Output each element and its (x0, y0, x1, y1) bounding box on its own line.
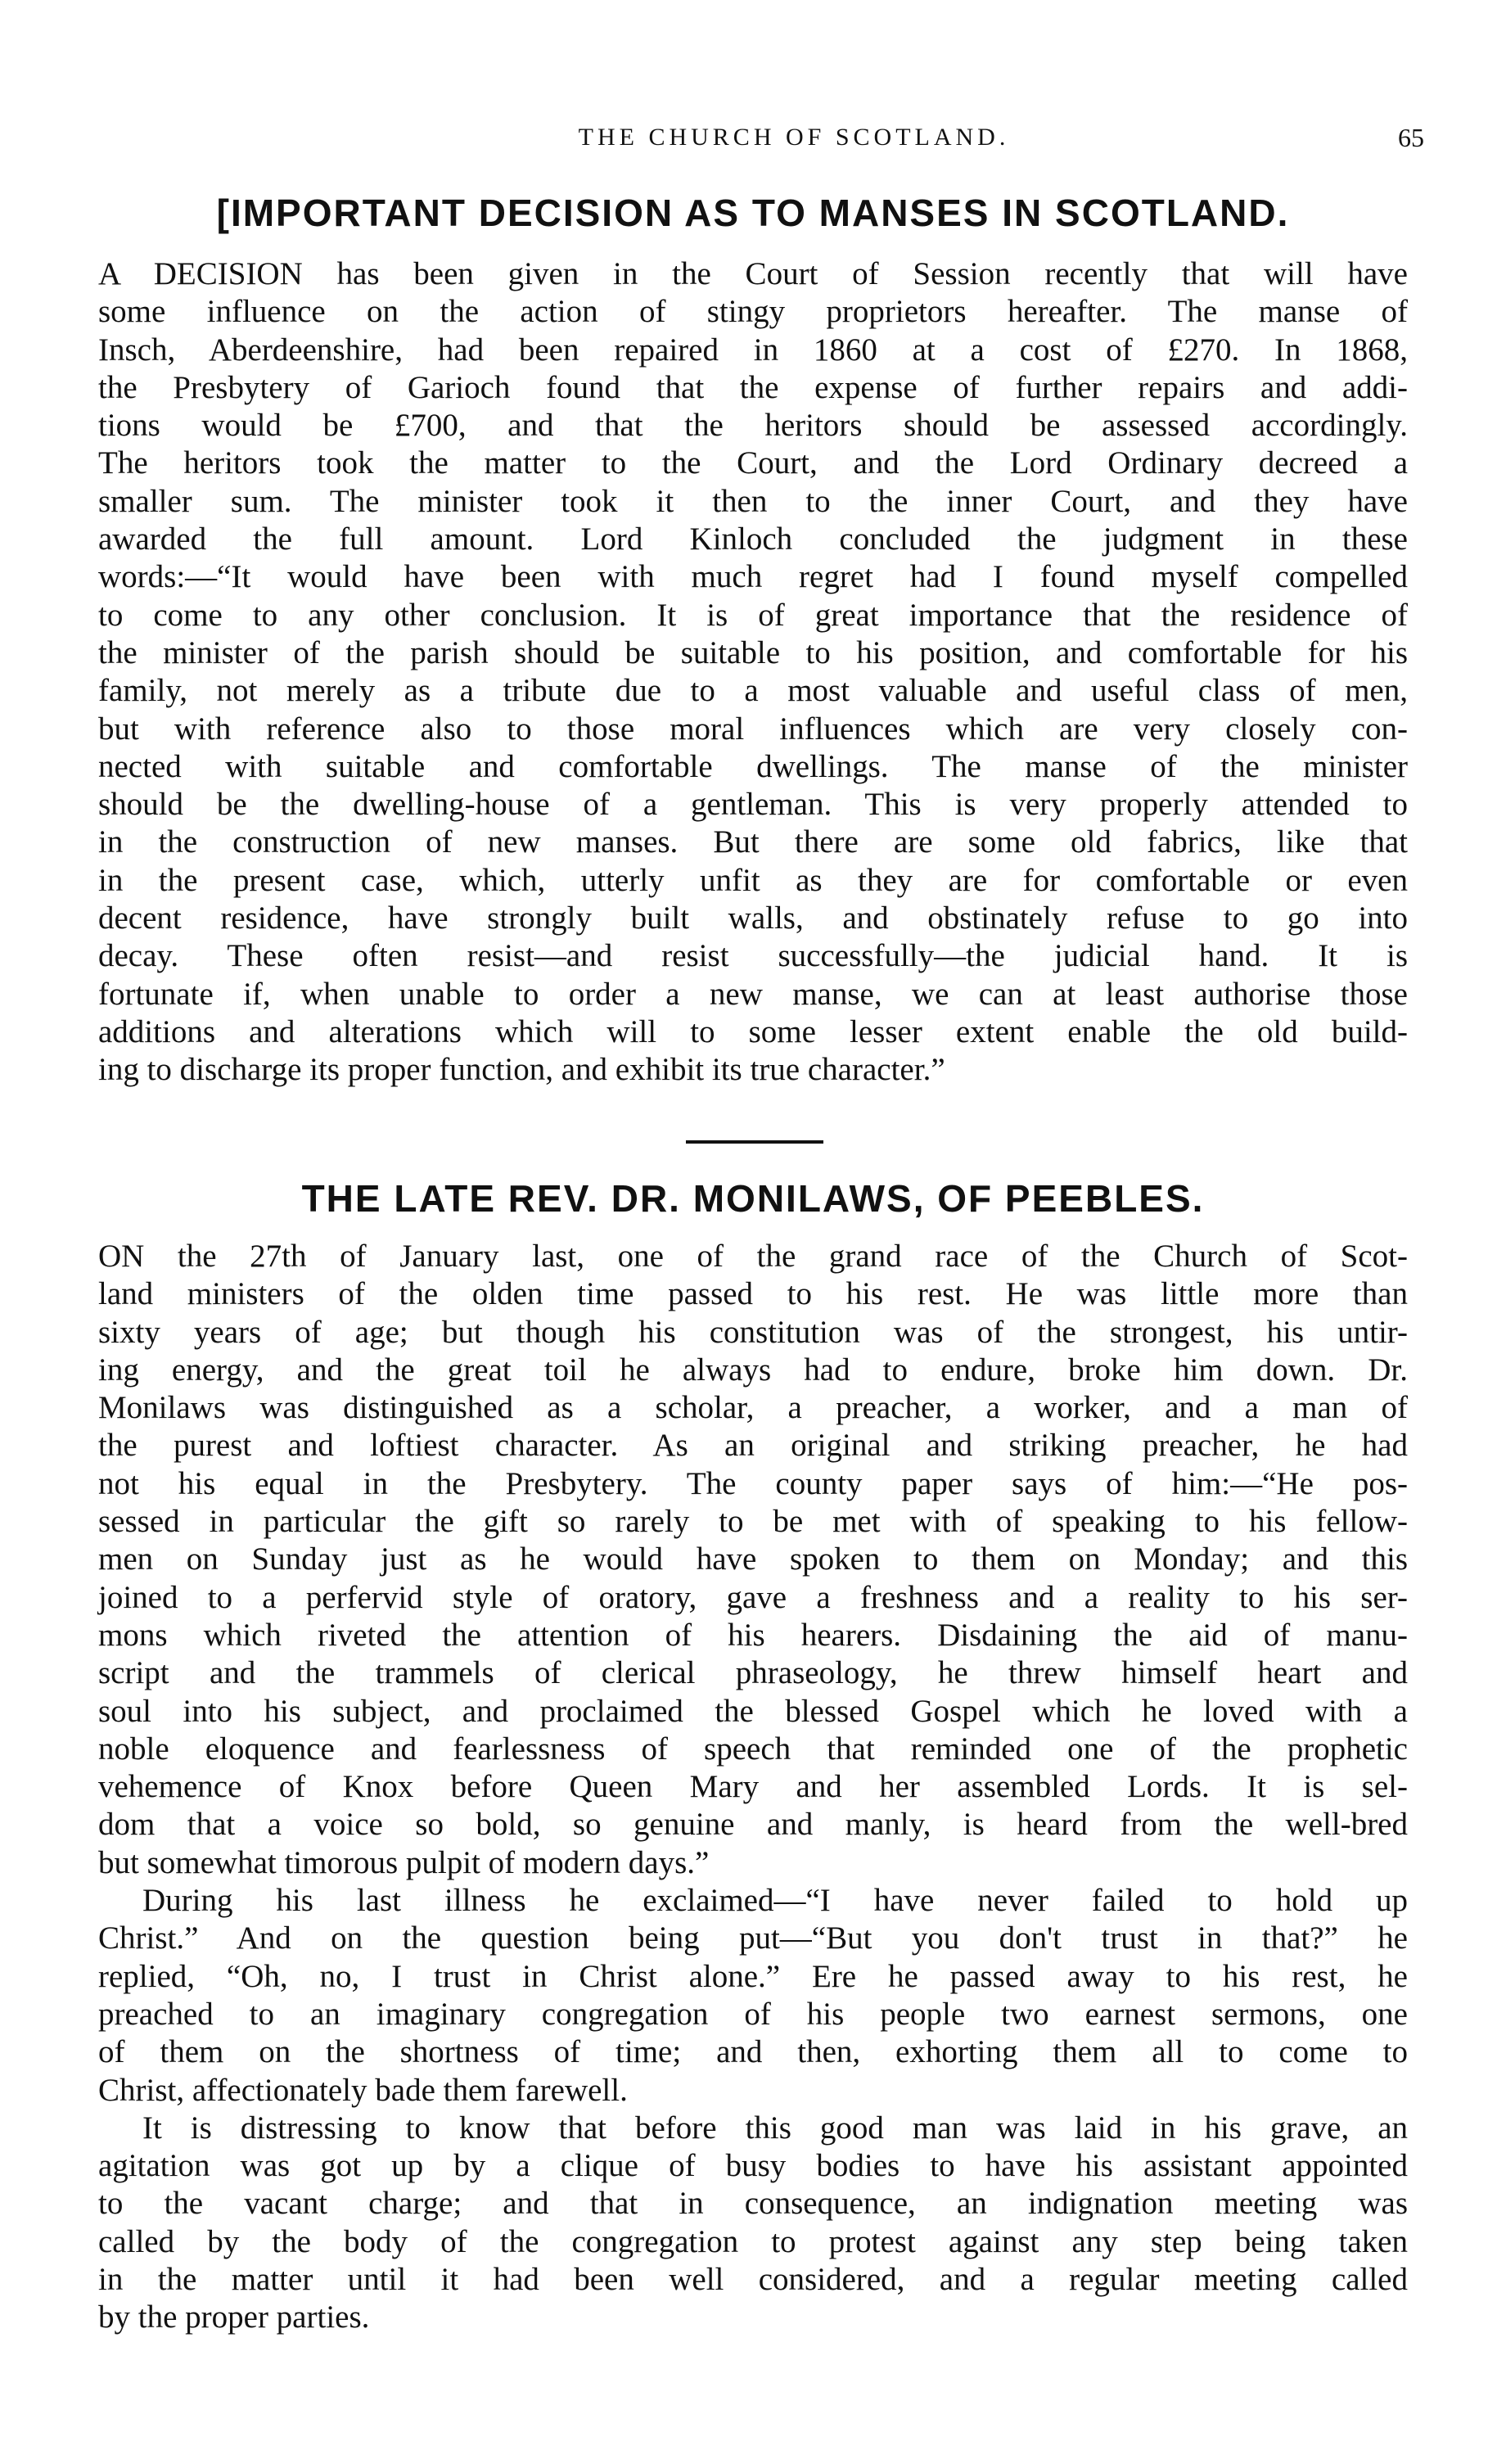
text-line: the minister of the parish should be suitable to his position, and comfortable for his (98, 634, 1408, 670)
article-body-monilaws (98, 1238, 1408, 2337)
text-line: script and the trammels of clerical phraseology, he threw himself heart and (98, 1655, 1408, 1691)
running-head (164, 121, 1424, 154)
text-line: in the construction of new manses. But there are some old fabrics, like that (98, 824, 1408, 860)
text-line: not his equal in the Presbytery. The county paper says of him:—“He pos- (98, 1465, 1408, 1501)
text-line: called by the body of the congregation to protest against any step being taken (98, 2223, 1408, 2259)
text-line: Monilaws was distinguished as a scholar, a preacher, a worker, and a man of (98, 1390, 1408, 1426)
text-line: to come to any other conclusion. It is of great importance that the residence of (98, 597, 1408, 633)
text-line: sessed in particular the gift so rarely to be met with of speaking to his fellow- (98, 1504, 1408, 1540)
section-divider (686, 1140, 823, 1144)
text-line: mons which riveted the attention of his hearers. Disdaining the aid of manu- (98, 1617, 1408, 1653)
text-line: decent residence, have strongly built walls, and obstinately refuse to go into (98, 900, 1408, 936)
text-line: words:—“It would have been with much regret had I found myself compelled (98, 559, 1408, 595)
text-line: joined to a perfervid style of oratory, gave a freshness and a reality to his ser- (98, 1579, 1408, 1615)
article-title-monilaws: THE LATE REV. DR. MONILAWS, OF PEEBLES. (301, 1177, 1205, 1220)
text-line: Insch, Aberdeenshire, had been repaired in 1860 at a cost of £270. In 1868, (98, 332, 1408, 368)
text-line: replied, “Oh, no, I trust in Christ alone.” Ere he passed away to his rest, he (98, 1958, 1408, 1994)
text-line: in the matter until it had been well considered, and a regular meeting called (98, 2262, 1408, 2298)
text-line: preached to an imaginary congregation of his people two earnest sermons, one (98, 1996, 1408, 2032)
text-line: additions and alterations which will to some lesser extent enable the old build- (98, 1013, 1408, 1049)
running-title: THE CHURCH OF SCOTLAND. (578, 124, 1010, 151)
text-line: ON the 27th of January last, one of the grand race of the Church of Scot- (98, 1239, 1408, 1274)
text-line: Christ, affectionately bade them farewell. (98, 2072, 628, 2108)
text-line: by the proper parties. (98, 2299, 370, 2335)
text-line: ing to discharge its proper function, and exhibit its true character.” (98, 1052, 945, 1088)
text-line: land ministers of the olden time passed to his rest. He was little more than (98, 1276, 1408, 1312)
text-line: of them on the shortness of time; and then, exhorting them all to come to (98, 2034, 1408, 2070)
text-line: in the present case, which, utterly unfit as they are for comfortable or even (98, 862, 1408, 898)
text-line: soul into his subject, and proclaimed the blessed Gospel which he loved with a (98, 1693, 1408, 1729)
article-body-manses (98, 255, 1408, 1090)
text-line: It is distressing to know that before this good man was laid in his grave, an (142, 2110, 1408, 2146)
article-title-manses: [IMPORTANT DECISION AS TO MANSES IN SCOTLAND. (216, 192, 1290, 234)
paragraph (98, 1238, 1408, 2337)
text-line: fortunate if, when unable to order a new manse, we can at least authorise those (98, 976, 1408, 1012)
text-line: awarded the full amount. Lord Kinloch concluded the judgment in these (98, 521, 1408, 557)
text-line: the Presbytery of Garioch found that the expense of further repairs and addi- (98, 369, 1408, 405)
text-line: The heritors took the matter to the Court, and the Lord Ordinary decreed a (98, 445, 1408, 481)
text-line: A DECISION has been given in the Court of Session recently that will have (98, 256, 1408, 291)
text-line: to the vacant charge; and that in consequence, an indignation meeting was (98, 2186, 1408, 2222)
text-line: nected with suitable and comfortable dwellings. The manse of the minister (98, 748, 1408, 784)
text-line: vehemence of Knox before Queen Mary and her assembled Lords. It is sel- (98, 1769, 1408, 1805)
text-line: sixty years of age; but though his constitution was of the strongest, his untir- (98, 1314, 1408, 1350)
text-line: noble eloquence and fearlessness of speech that reminded one of the prophetic (98, 1731, 1408, 1767)
text-line: men on Sunday just as he would have spoken to them on Monday; and this (98, 1541, 1408, 1577)
page-number: 65 (1398, 123, 1424, 152)
text-line: agitation was got up by a clique of busy bodies to have his assistant appointed (98, 2148, 1408, 2184)
text-line: but somewhat timorous pulpit of modern days.” (98, 1844, 710, 1880)
text-line: tions would be £700, and that the heritors should be assessed accordingly. (98, 408, 1408, 444)
text-line: decay. These often resist—and resist successfully—the judicial hand. It is (98, 938, 1408, 974)
text-line: Christ.” And on the question being put—“But you don't trust in that?” he (98, 1920, 1408, 1956)
text-line: but with reference also to those moral influences which are very closely con- (98, 711, 1408, 747)
text-line: family, not merely as a tribute due to a most valuable and useful class of men, (98, 673, 1408, 709)
text-line: smaller sum. The minister took it then to the inner Court, and they have (98, 483, 1408, 519)
paragraph (98, 255, 1408, 1090)
text-line: dom that a voice so bold, so genuine and manly, is heard from the well-bred (98, 1807, 1408, 1843)
text-line: the purest and loftiest character. As an original and striking preacher, he had (98, 1428, 1408, 1464)
text-line: ing energy, and the great toil he always had to endure, broke him down. Dr. (98, 1352, 1408, 1388)
text-line: should be the dwelling-house of a gentleman. This is very properly attended to (98, 787, 1408, 823)
text-line: some influence on the action of stingy proprietors hereafter. The manse of (98, 294, 1408, 330)
text-line: During his last illness he exclaimed—“I have never failed to hold up (142, 1883, 1408, 1919)
